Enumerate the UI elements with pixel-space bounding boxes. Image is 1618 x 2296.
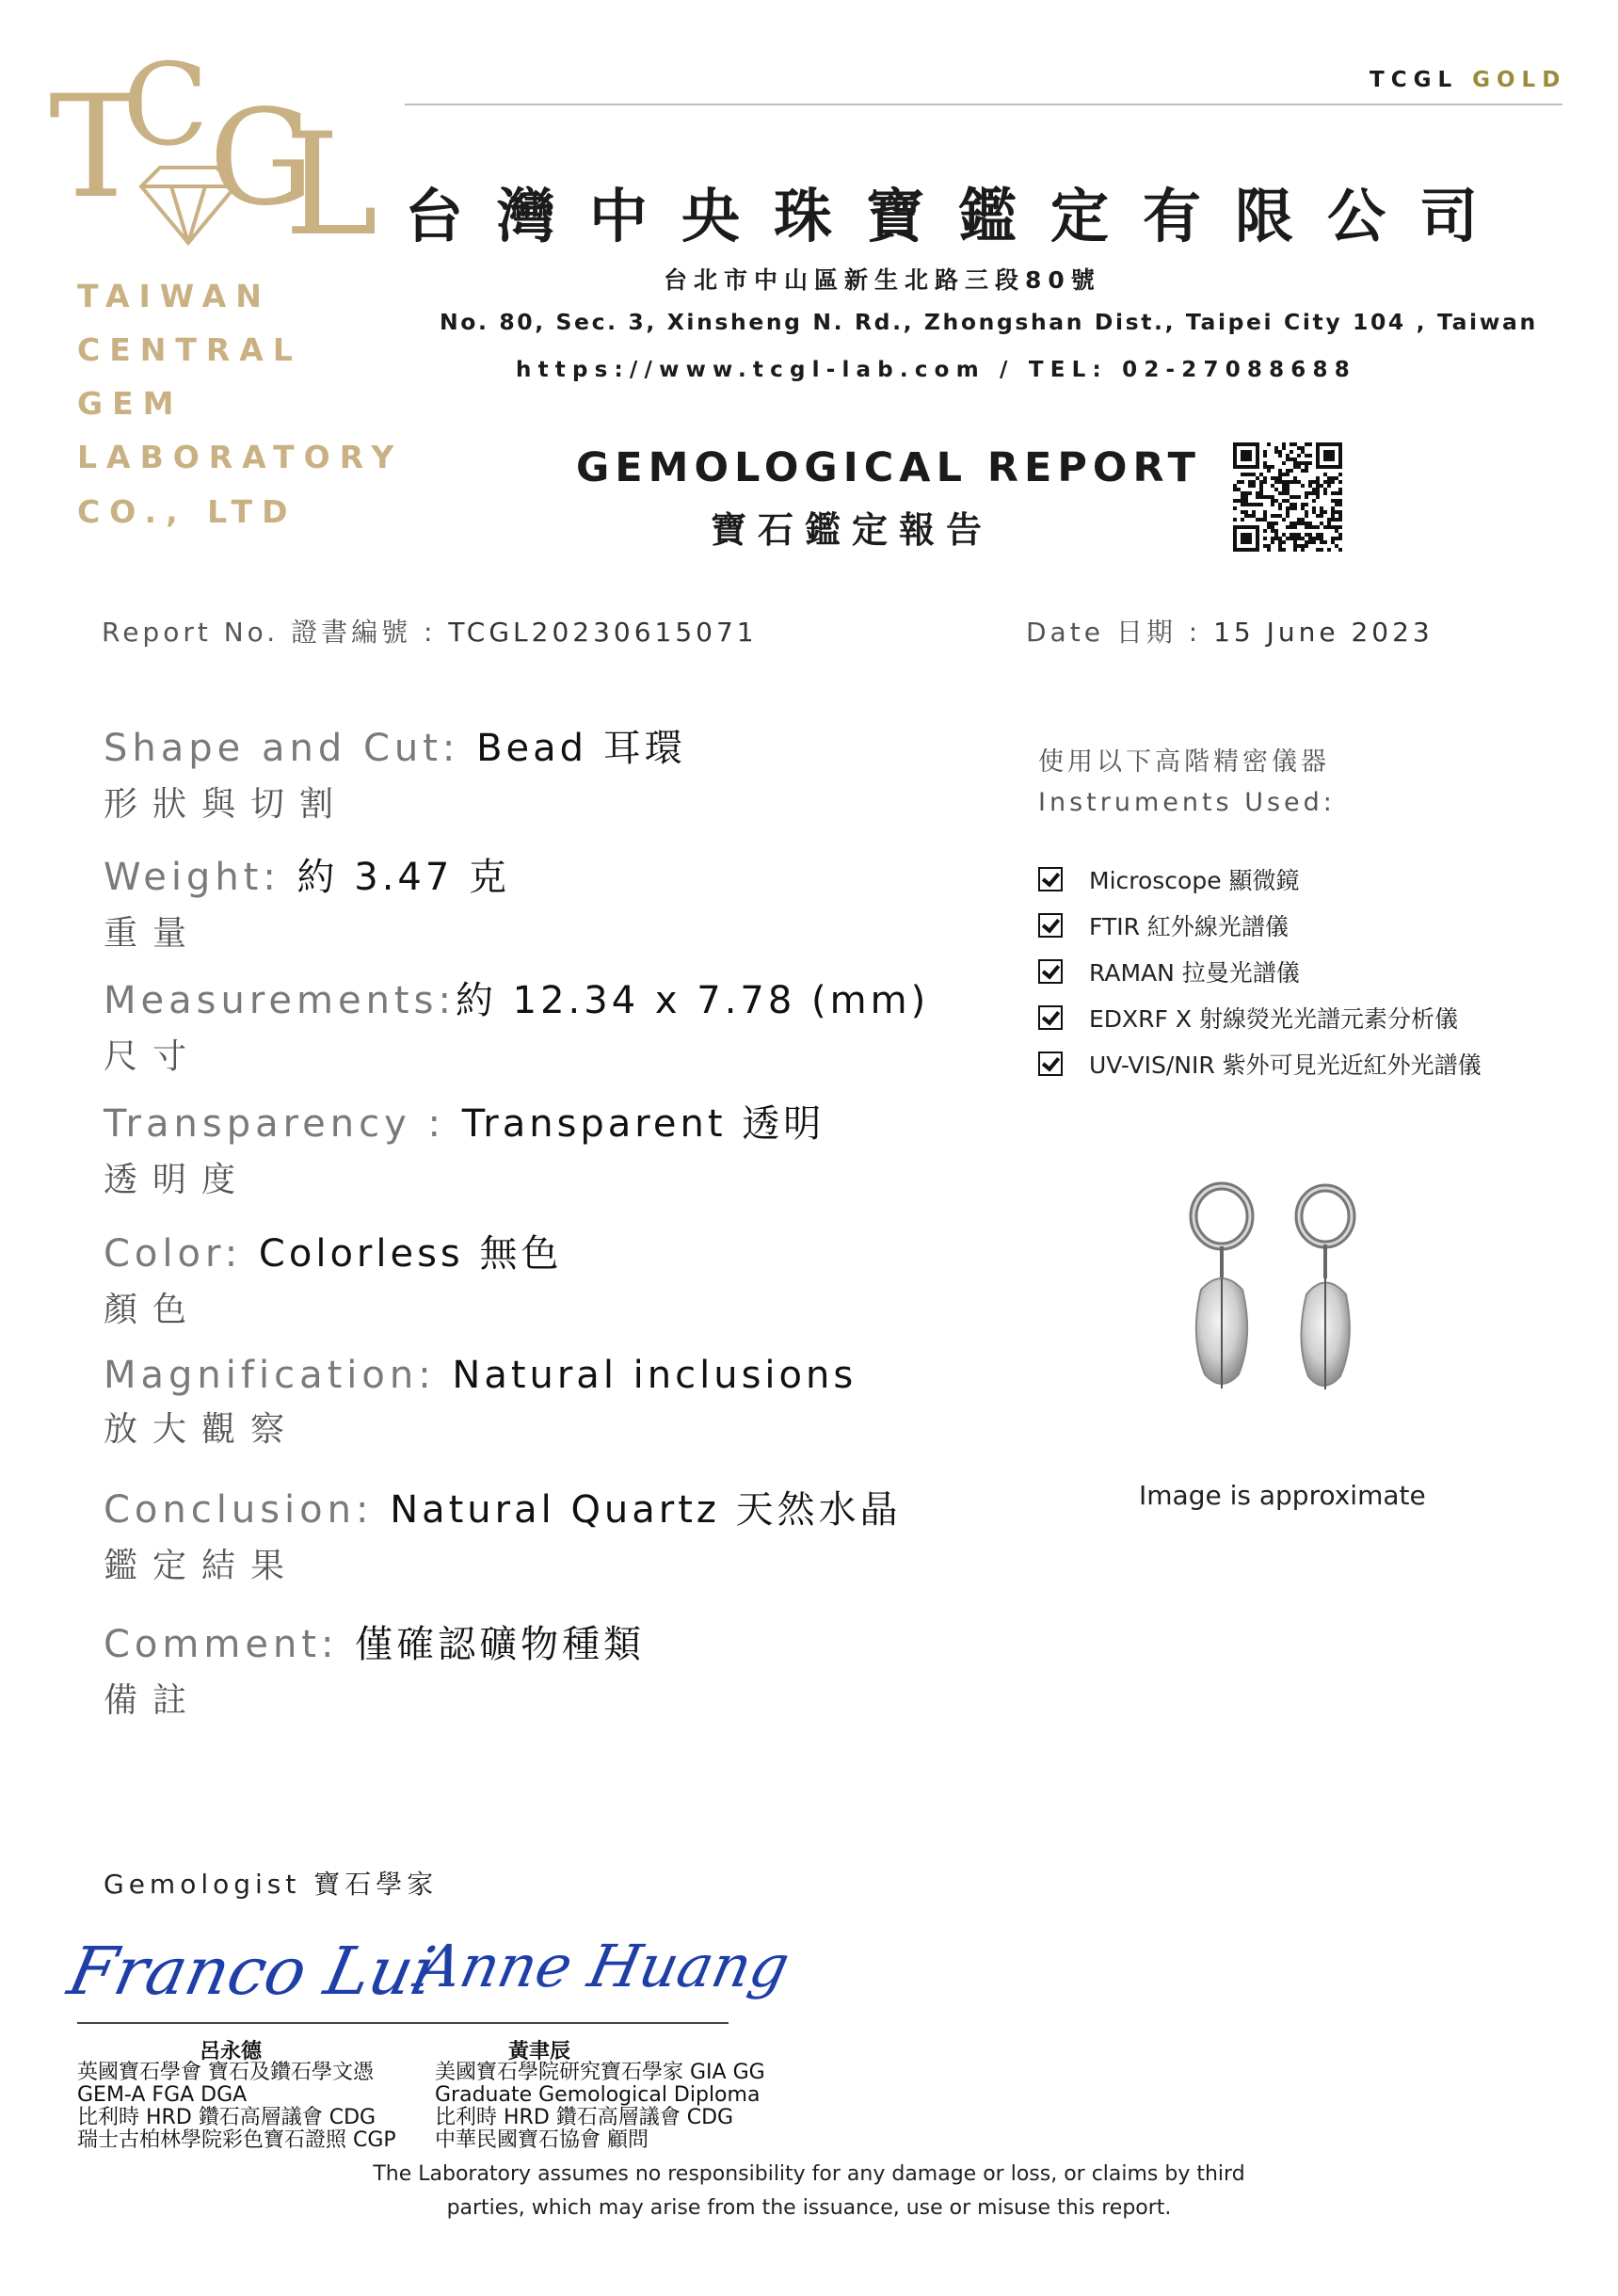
gemologist-label: Gemologist 寶石學家: [104, 1869, 439, 1900]
brand-prefix: TCGL: [1370, 68, 1459, 92]
field-label-zh: 鑑定結果: [104, 1547, 300, 1585]
field-value: 約 3.47 克: [296, 856, 511, 899]
field-comment: [104, 1614, 645, 1722]
qr-code-icon: [1233, 442, 1342, 552]
field-magnification: [104, 1354, 857, 1451]
instruments-heading-en: Instruments Used:: [1038, 788, 1336, 817]
logo-letter-t: T: [49, 66, 144, 230]
disclaimer-line-1: The Laboratory assumes no responsibility for any damage or loss, or claims by third: [373, 2162, 1245, 2186]
logo-letter-c: C: [122, 40, 209, 171]
brand-suffix: GOLD: [1472, 68, 1567, 92]
field-label-zh: 透明度: [104, 1161, 251, 1199]
field-label: Transparency :: [104, 1102, 462, 1146]
instrument-microscope: [1038, 862, 1300, 896]
signature-2: Anne Huang: [411, 1932, 795, 2000]
instrument-edxrf: [1038, 1001, 1458, 1035]
credential-line: 比利時 HRD 鑽石高層議會 CDG: [435, 2106, 734, 2129]
field-label-zh: 重量: [104, 914, 202, 953]
field-value: Natural Quartz 天然水晶: [390, 1488, 902, 1532]
lab-name-line-1: TAIWAN: [77, 278, 271, 314]
credential-line: 瑞士古柏林學院彩色寶石證照 CGP: [77, 2128, 396, 2152]
field-value: 僅確認礦物種類: [355, 1623, 646, 1666]
signature-rule: [77, 2022, 729, 2024]
field-label-zh: 顏色: [104, 1291, 202, 1329]
field-label: Measurements:: [104, 979, 456, 1022]
field-label-zh: 尺寸: [104, 1037, 202, 1076]
instrument-label: UV-VIS/NIR 紫外可見光近紅外光譜儀: [1089, 1052, 1482, 1079]
report-title-en: GEMOLOGICAL REPORT: [576, 444, 1201, 491]
checkbox-checked-icon: [1038, 1052, 1063, 1076]
credential-line: 中華民國寶石協會 顧問: [435, 2128, 649, 2152]
disclaimer: [0, 2158, 1618, 2225]
report-date-label: Date 日期 :: [1026, 617, 1214, 648]
gemologist-1-name: 呂永德: [200, 2040, 263, 2063]
logo-letter-g: G: [209, 82, 314, 235]
company-address-zh: 台北市中山區新生北路三段80號: [664, 266, 1101, 294]
instrument-label: EDXRF X 射線熒光光譜元素分析儀: [1089, 1005, 1458, 1033]
tcgl-logo: [49, 40, 378, 267]
instrument-raman: [1038, 955, 1300, 988]
field-weight: [104, 847, 510, 955]
lab-name-line-5: CO., LTD: [77, 493, 297, 530]
field-label: Color:: [104, 1232, 259, 1276]
instruments-heading-zh: 使用以下高階精密儀器: [1038, 747, 1330, 777]
credential-line: 英國寶石學會 寶石及鑽石學文憑: [77, 2061, 374, 2084]
gemologist-signatures: [61, 1911, 795, 2024]
image-approximate-note: Image is approximate: [1139, 1480, 1426, 1511]
field-measurements: [104, 971, 929, 1078]
field-value: Transparent 透明: [461, 1102, 825, 1146]
checkbox-checked-icon: [1038, 913, 1063, 938]
field-label-zh: 放大觀察: [104, 1410, 300, 1449]
left-earring: [1193, 1186, 1250, 1389]
field-conclusion: [104, 1480, 902, 1587]
field-label: Conclusion:: [104, 1488, 391, 1532]
gemologist-2-name: 黃聿辰: [508, 2040, 571, 2063]
credential-line: GEM-A FGA DGA: [77, 2083, 248, 2107]
field-color: [104, 1224, 562, 1331]
checkbox-checked-icon: [1038, 959, 1063, 984]
report-number-label: Report No. 證書編號 :: [102, 617, 449, 648]
company-name-zh: 台灣中央珠寶鑑定有限公司: [405, 182, 1513, 250]
instruments-heading: [1038, 742, 1336, 823]
report-number-value: TCGL20230615071: [448, 617, 758, 648]
report-date-value: 15 June 2023: [1213, 617, 1434, 648]
report-title-zh: 寶石鑑定報告: [711, 509, 994, 551]
field-shape-and-cut: [104, 718, 686, 826]
header-rule: [405, 104, 1562, 105]
field-transparency: [104, 1094, 825, 1201]
instrument-label: RAMAN 拉曼光譜儀: [1089, 959, 1300, 987]
instrument-ftir: [1038, 908, 1289, 942]
field-value: Colorless 無色: [258, 1232, 563, 1276]
instrument-uv-vis-nir: [1038, 1047, 1482, 1081]
checkbox-checked-icon: [1038, 867, 1063, 891]
lab-name-line-3: GEM: [77, 385, 184, 422]
field-value: 約 12.34 x 7.78 (mm): [455, 979, 930, 1022]
credential-line: Graduate Gemological Diploma: [435, 2083, 761, 2107]
disclaimer-line-2: parties, which may arise from the issuance, use or misuse this report.: [446, 2196, 1172, 2220]
field-label: Weight:: [104, 856, 297, 899]
right-earring: [1299, 1188, 1352, 1389]
field-label-zh: 形狀與切割: [104, 785, 349, 824]
credential-line: 比利時 HRD 鑽石高層議會 CDG: [77, 2106, 376, 2129]
field-value: Bead 耳環: [476, 727, 686, 770]
lab-name-line-4: LABORATORY: [77, 439, 404, 475]
instrument-label: FTIR 紅外線光譜儀: [1089, 913, 1289, 940]
credential-line: 美國寶石學院研究寶石學家 GIA GG: [435, 2061, 765, 2084]
brand-mark: [1370, 68, 1566, 92]
field-label: Comment:: [104, 1623, 356, 1666]
gemologist-2-credentials: [435, 2062, 765, 2152]
field-label: Magnification:: [104, 1354, 453, 1397]
report-number: [102, 612, 758, 650]
field-label: Shape and Cut:: [104, 727, 477, 770]
field-label-zh: 備註: [104, 1681, 202, 1720]
lab-name-line-2: CENTRAL: [77, 331, 302, 368]
field-value: Natural inclusions: [452, 1354, 857, 1397]
checkbox-checked-icon: [1038, 1005, 1063, 1030]
earrings-photo: [1167, 1177, 1384, 1487]
company-address-en: No. 80, Sec. 3, Xinsheng N. Rd., Zhongshan Dist., Taipei City 104 , Taiwan: [440, 309, 1538, 335]
instrument-label: Microscope 顯微鏡: [1089, 867, 1300, 894]
gemologist-1-credentials: [77, 2062, 396, 2152]
signature-1: Franco Lui: [61, 1932, 442, 2010]
report-date: [1026, 612, 1434, 650]
logo-letter-l: L: [284, 104, 378, 267]
company-contact: https://www.tcgl-lab.com / TEL: 02-27088688: [516, 358, 1356, 382]
